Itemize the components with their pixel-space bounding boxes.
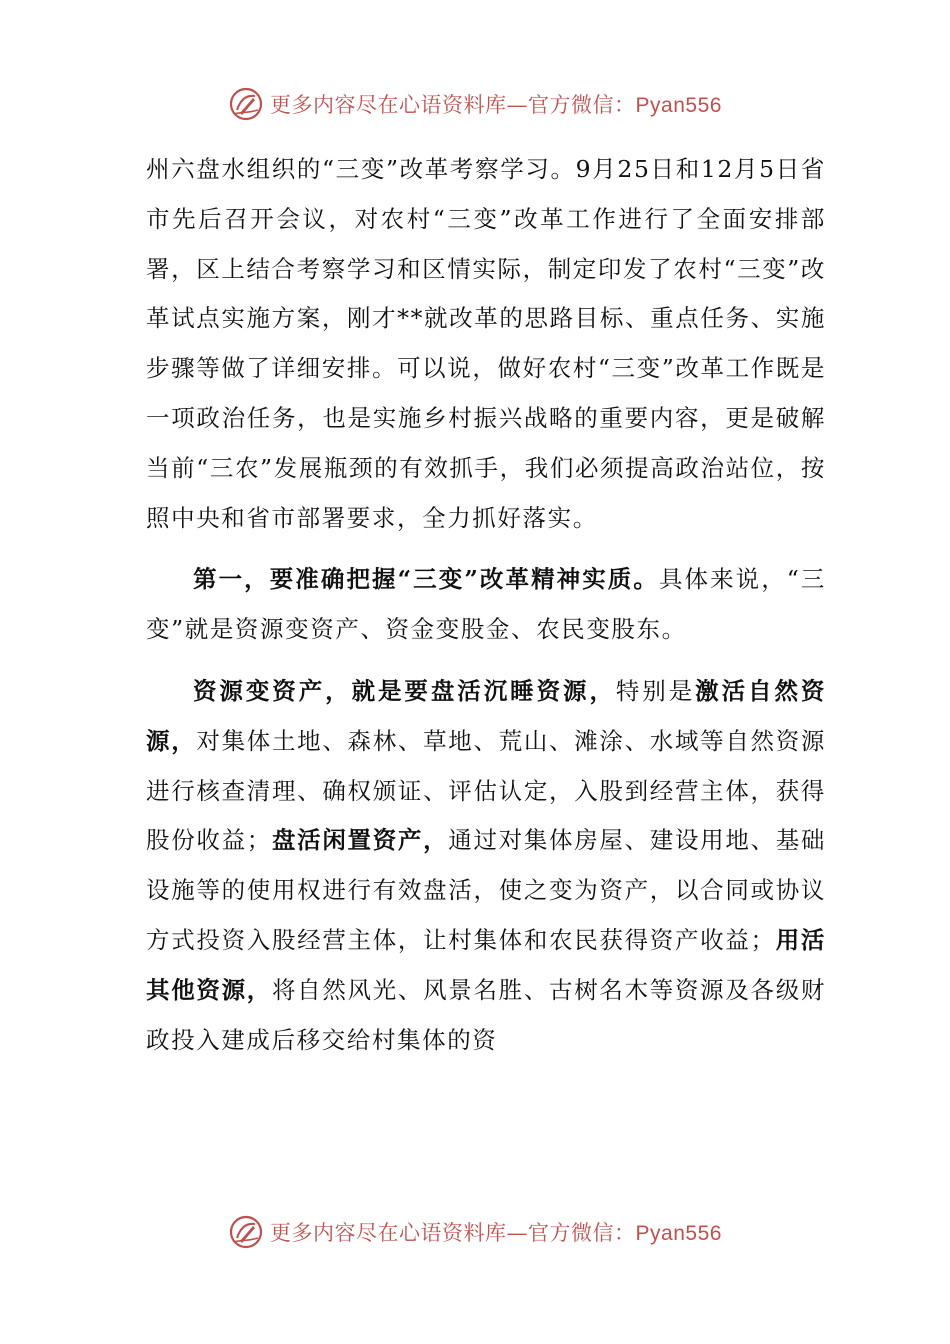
wechat-id: Pyan556: [635, 1222, 722, 1245]
bold-text-segment: 第一，要准确把握“三变”改革精神实质。: [193, 565, 659, 594]
text-segment: 州六盘水组织的“三变”改革考察学习。9月25日和12月5日省市先后召开会议，对农村“三变”改革工作进行了全面安排部署，区上结合考察学习和区情实际，制定印发了农村“三变”改革试点实施方案，刚才**就改革的思路目标、重点任务、实施步骤等做了详细安排。可以说，做好农村“三变”改革工作既是一项政治任务，也是实施乡村振兴战略的重要内容，更是破解当前“三农”发展瓶颈的有效抓手，我们必须提高政治站位，按照中央和省市部署要求，全力抓好落实。: [146, 155, 826, 532]
pen-signature-logo-icon: [228, 1214, 264, 1250]
document-body: [146, 145, 826, 1065]
banner-text: 更多内容尽在心语资料库—官方微信：Pyan556: [270, 93, 722, 117]
paragraph: [146, 145, 826, 543]
paragraph: [146, 555, 826, 655]
header-watermark-banner: [0, 82, 950, 126]
bold-text-segment: 盘活闲置资产，: [271, 826, 449, 855]
text-segment: 通过对集体房屋、建设用地、基础设施等的使用权进行有效盘活，使之变为资产，以合同或协议方式投资入股经营主体，让村集体和农民获得资产收益；: [146, 826, 827, 954]
bold-text-segment: 激活自然资源，: [146, 676, 826, 755]
paragraph: [146, 667, 826, 1065]
text-segment: 对集体土地、森林、草地、荒山、滩涂、水域等自然资源进行核查清理、确权颁证、评估认定，入股到经营主体，获得股份收益；: [146, 726, 827, 855]
text-segment: 将自然风光、风景名胜、古树名木等资源及各级财政投入建成后移交给村集体的资: [146, 975, 827, 1054]
text-segment: 具体来说，“三变”就是资源变资产、资金变股金、农民变股东。: [146, 565, 826, 644]
footer-watermark-banner: [0, 1210, 950, 1254]
bold-text-segment: 用活其他资源，: [146, 925, 827, 1004]
text-segment: 特别是: [615, 676, 696, 705]
wechat-id: Pyan556: [635, 94, 722, 117]
pen-signature-logo-icon: [228, 86, 264, 122]
bold-text-segment: 资源变资产，就是要盘活沉睡资源，: [193, 676, 616, 705]
banner-text: 更多内容尽在心语资料库—官方微信：Pyan556: [270, 1221, 722, 1245]
